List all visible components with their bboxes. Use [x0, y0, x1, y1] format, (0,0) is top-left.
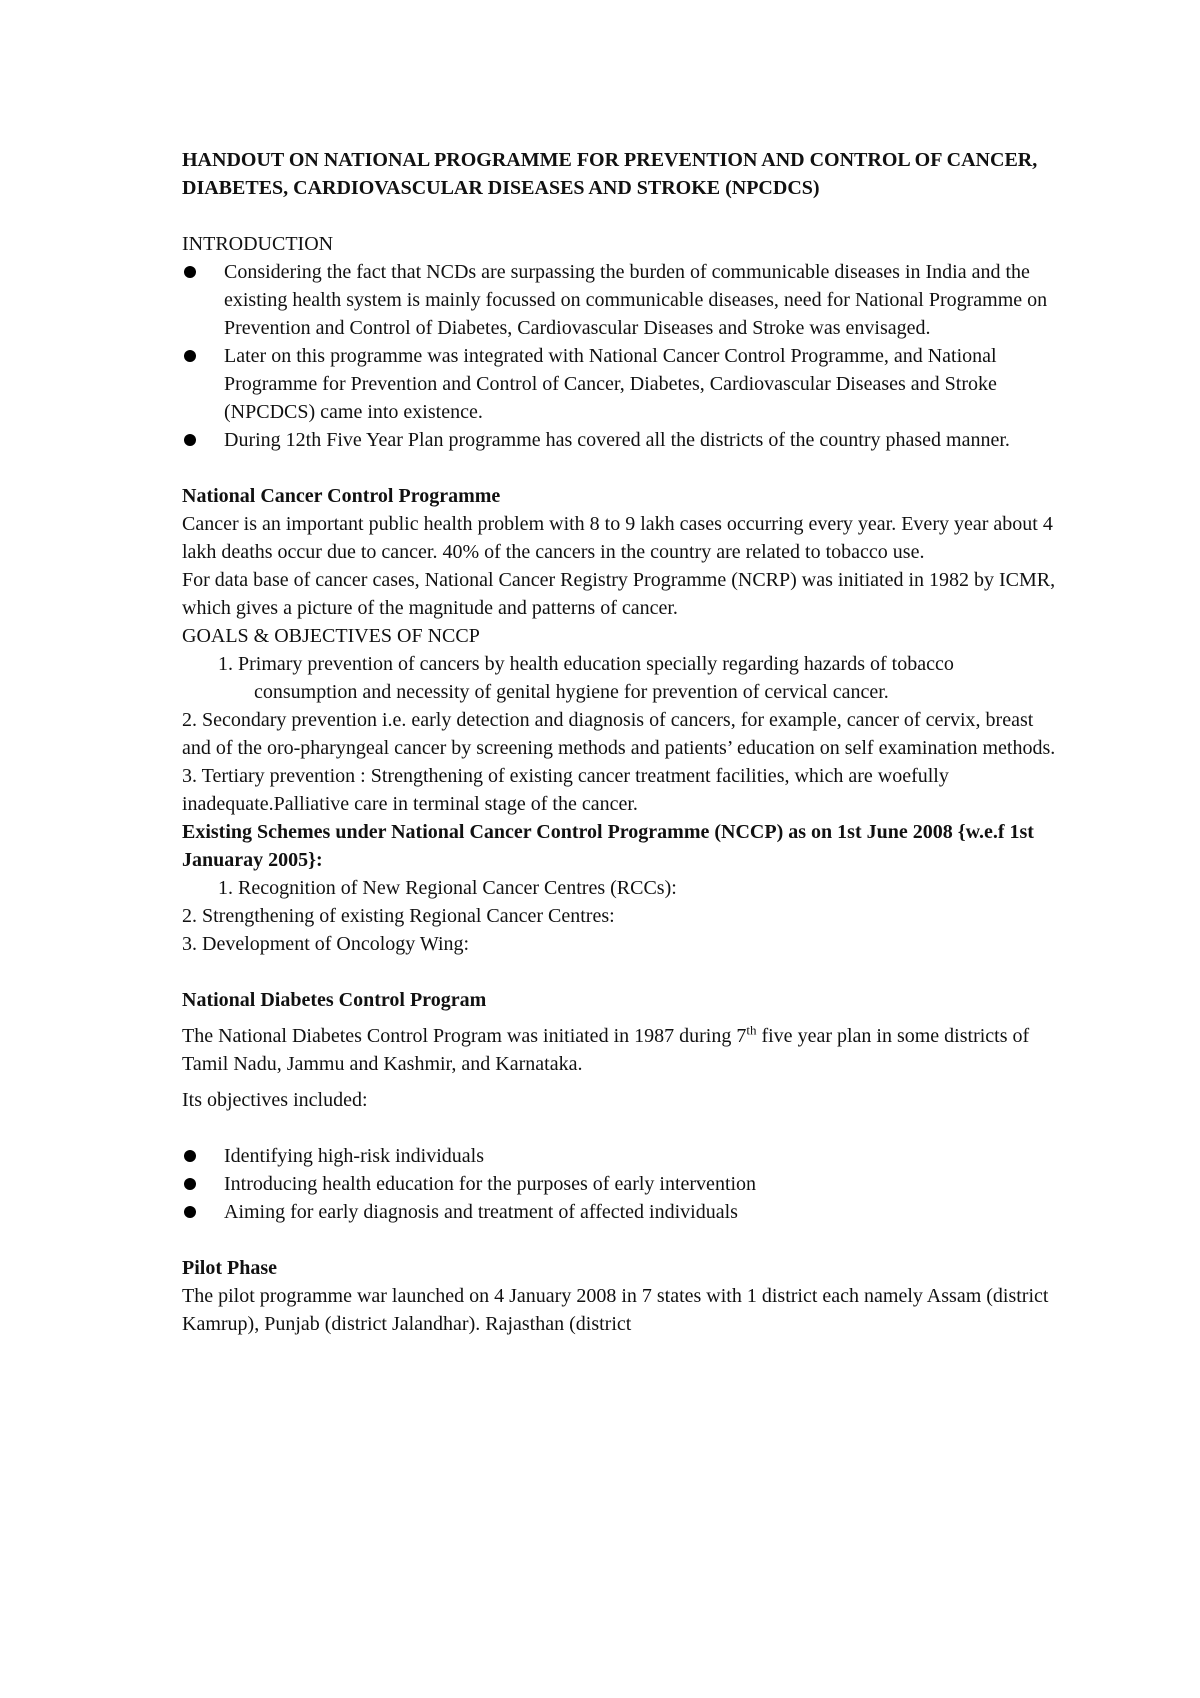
nccp-heading: National Cancer Control Programme [182, 485, 501, 507]
pilot-phase-heading: Pilot Phase [182, 1257, 277, 1279]
bullet-icon [184, 1150, 196, 1162]
ndcp-objectives-list [182, 1142, 1062, 1226]
bullet-icon [184, 1206, 196, 1218]
nccp-paragraph-1: Cancer is an important public health problem with 8 to 9 lakh cases occurring every year. Every year about 4 lakh deaths occur due to cancer. 40% of the cancers in the country are related to tobacco use. [182, 513, 1053, 563]
ndcp-intro: The National Diabetes Control Program was initiated in 1987 during 7th five year plan in some districts of Tamil Nadu, Jammu and Kashmir, and Karnataka. [182, 1022, 1030, 1075]
list-item: Aiming for early diagnosis and treatment of affected individuals [182, 1198, 1062, 1226]
introduction-label: INTRODUCTION [182, 233, 334, 255]
list-item: Identifying high-risk individuals [182, 1142, 1062, 1170]
nccp-goal-1: 1. Primary prevention of cancers by health education specially regarding hazards of tobacco consumption and necessity of genital hygiene for prevention of cervical cancer. [218, 653, 954, 703]
bullet-icon [184, 1178, 196, 1190]
ndcp-heading: National Diabetes Control Program [182, 989, 487, 1011]
bullet-icon [184, 434, 196, 446]
nccp-goal-2: 2. Secondary prevention i.e. early detection and diagnosis of cancers, for example, cancer of cervix, breast and of the oro-pharyngeal cancer by screening methods and patients’ education on self examination methods. [182, 709, 1056, 759]
ndcp-objectives-label: Its objectives included: [182, 1089, 368, 1111]
nccp-paragraph-2: For data base of cancer cases, National Cancer Registry Programme (NCRP) was initiated in 1982 by ICMR, which gives a picture of the magnitude and patterns of cancer. [182, 569, 1056, 619]
nccp-scheme-1: 1. Recognition of New Regional Cancer Centres (RCCs): [218, 877, 677, 899]
document-title: HANDOUT ON NATIONAL PROGRAMME FOR PREVENTION AND CONTROL OF CANCER, DIABETES, CARDIOVASCULAR DISEASES AND STROKE (NPCDCS) [182, 149, 1038, 199]
bullet-icon [184, 266, 196, 278]
nccp-scheme-3: 3. Development of Oncology Wing: [182, 933, 470, 955]
introduction-bullet-list [182, 258, 1062, 454]
nccp-scheme-2: 2. Strengthening of existing Regional Cancer Centres: [182, 905, 615, 927]
nccp-goals-label: GOALS & OBJECTIVES OF NCCP [182, 625, 480, 647]
list-item: During 12th Five Year Plan programme has covered all the districts of the country phased manner. [182, 426, 1062, 454]
pilot-phase-text: The pilot programme war launched on 4 January 2008 in 7 states with 1 district each namely Assam (district Kamrup), Punjab (district Jalandhar). Rajasthan (district [182, 1285, 1049, 1335]
nccp-schemes-heading: Existing Schemes under National Cancer Control Programme (NCCP) as on 1st June 2008 {w.e.f 1st Januaray 2005}: [182, 821, 1034, 871]
list-item: Later on this programme was integrated with National Cancer Control Programme, and National Programme for Prevention and Control of Cancer, Diabetes, Cardiovascular Diseases and Stroke (NPCDCS) came into existence. [182, 342, 1062, 426]
list-item: Considering the fact that NCDs are surpassing the burden of communicable diseases in India and the existing health system is mainly focussed on communicable diseases, need for National Programme on Prevention and Control of Diabetes, Cardiovascular Diseases and Stroke was envisaged. [182, 258, 1062, 342]
bullet-icon [184, 350, 196, 362]
list-item: Introducing health education for the purposes of early intervention [182, 1170, 1062, 1198]
document-page [182, 146, 1062, 1338]
nccp-goal-3: 3. Tertiary prevention : Strengthening of existing cancer treatment facilities, which are woefully inadequate.Palliative care in terminal stage of the cancer. [182, 765, 949, 815]
